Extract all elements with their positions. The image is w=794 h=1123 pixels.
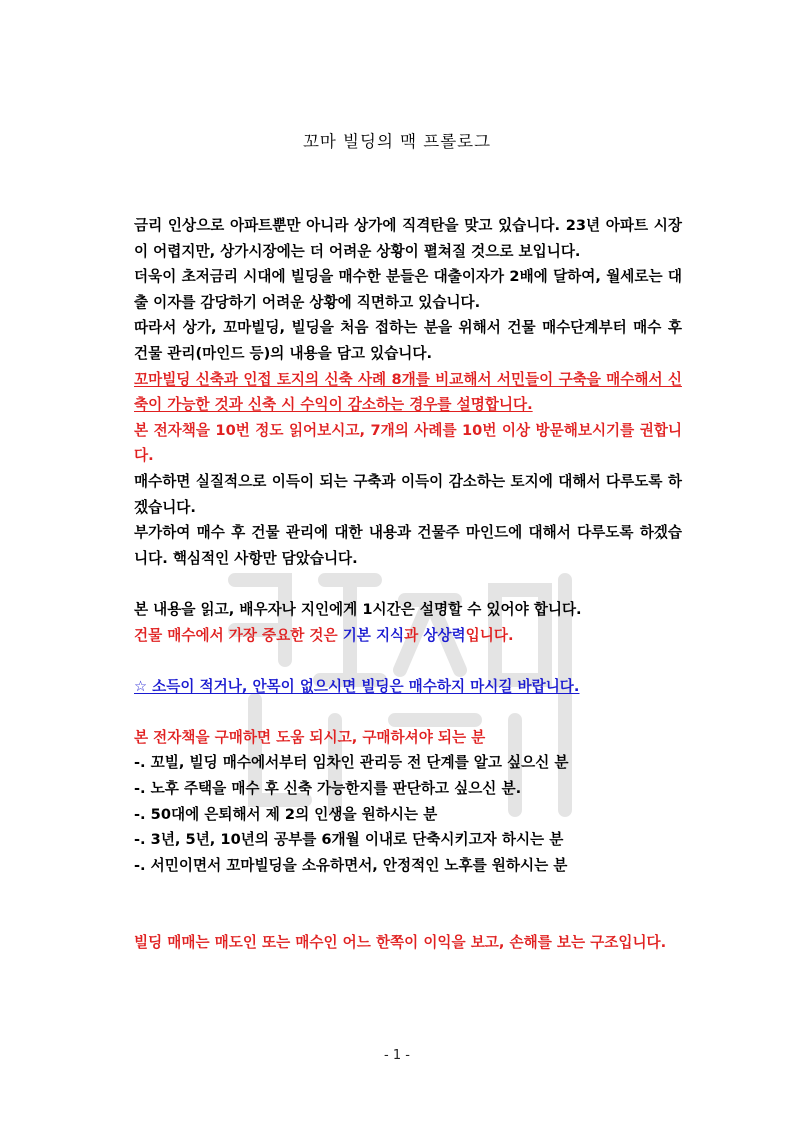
page-title: 꼬마 빌딩의 맥 프롤로그 (302, 132, 492, 151)
key-point-text-2: 과 (404, 626, 424, 644)
paragraph-case-study: 꼬마빌딩 신축과 인접 토지의 신축 사례 8개를 비교해서 서민들이 구축을 매수해서 신축이 가능한 것과 신축 시 수익이 감소하는 경우를 설명합니다. (134, 370, 682, 414)
document-body (134, 213, 682, 955)
list-item: -. 50대에 은퇴해서 제 2의 인생을 원하시는 분 (134, 805, 438, 823)
paragraph-explain: 본 내용을 읽고, 배우자나 지인에게 1시간은 설명할 수 있어야 합니다. (134, 600, 582, 618)
page-number: - 1 - (384, 1048, 410, 1063)
paragraph-content: 따라서 상가, 꼬마빌딩, 빌딩을 처음 접하는 분을 위해서 건물 매수단계부터 매수 후 건물 관리(마인드 등)의 내용을 담고 있습니다. (134, 319, 682, 362)
paragraph-management: 부가하여 매수 후 건물 관리에 대한 내용과 건물주 마인드에 대해서 다루도록 하겠습니다. 핵심적인 사항만 담았습니다. (134, 524, 682, 567)
key-point-highlight-knowledge: 기본 지식 (342, 626, 405, 644)
paragraph-closing: 빌딩 매매는 매도인 또는 매수인 어느 한쪽이 이익을 보고, 손해를 보는 구조입니다. (134, 933, 667, 951)
paragraph-recommend: 본 전자책을 10번 정도 읽어보시고, 7개의 사례를 10번 이상 방문해보시기를 권합니다. (134, 421, 682, 465)
key-point-text-3: 입니다. (465, 626, 514, 644)
list-item: -. 3년, 5년, 10년의 공부를 6개월 이내로 단축시키고자 하시는 분 (134, 831, 564, 849)
list-item: -. 노후 주택을 매수 후 신축 가능한지를 판단하고 싶으신 분. (134, 780, 522, 798)
paragraph-key-point (134, 623, 682, 649)
paragraph-loan: 더욱이 초저금리 시대에 빌딩을 매수한 분들은 대출이자가 2배에 달하여, 월세로는 대출 이자를 감당하기 어려운 상황에 직면하고 있습니다. (134, 268, 682, 311)
paragraph-topics: 매수하면 실질적으로 이득이 되는 구축과 이득이 감소하는 토지에 대해서 다루도록 하겠습니다. (134, 472, 682, 516)
key-point-highlight-imagination: 상상력 (423, 626, 466, 644)
paragraph-intro: 금리 인상으로 아파트뿐만 아니라 상가에 직격탄을 맞고 있습니다. 23년 아파트 시장이 어렵지만, 상가시장에는 더 어려운 상황이 펼쳐질 것으로 보입니다. (134, 217, 682, 260)
key-point-text-1: 건물 매수에서 가장 중요한 것은 (134, 626, 343, 644)
list-item: -. 서민이면서 꼬마빌딩을 소유하면서, 안정적인 노후를 원하시는 분 (134, 856, 568, 874)
paragraph-audience-heading: 본 전자책을 구매하면 도움 되시고, 구매하셔야 되는 분 (134, 728, 486, 746)
paragraph-warning: ☆ 소득이 적거나, 안목이 없으시면 빌딩은 매수하지 마시길 바랍니다. (134, 677, 580, 695)
list-item: -. 꼬빌, 빌딩 매수에서부터 임차인 관리등 전 단계를 알고 싶으신 분 (134, 754, 569, 772)
